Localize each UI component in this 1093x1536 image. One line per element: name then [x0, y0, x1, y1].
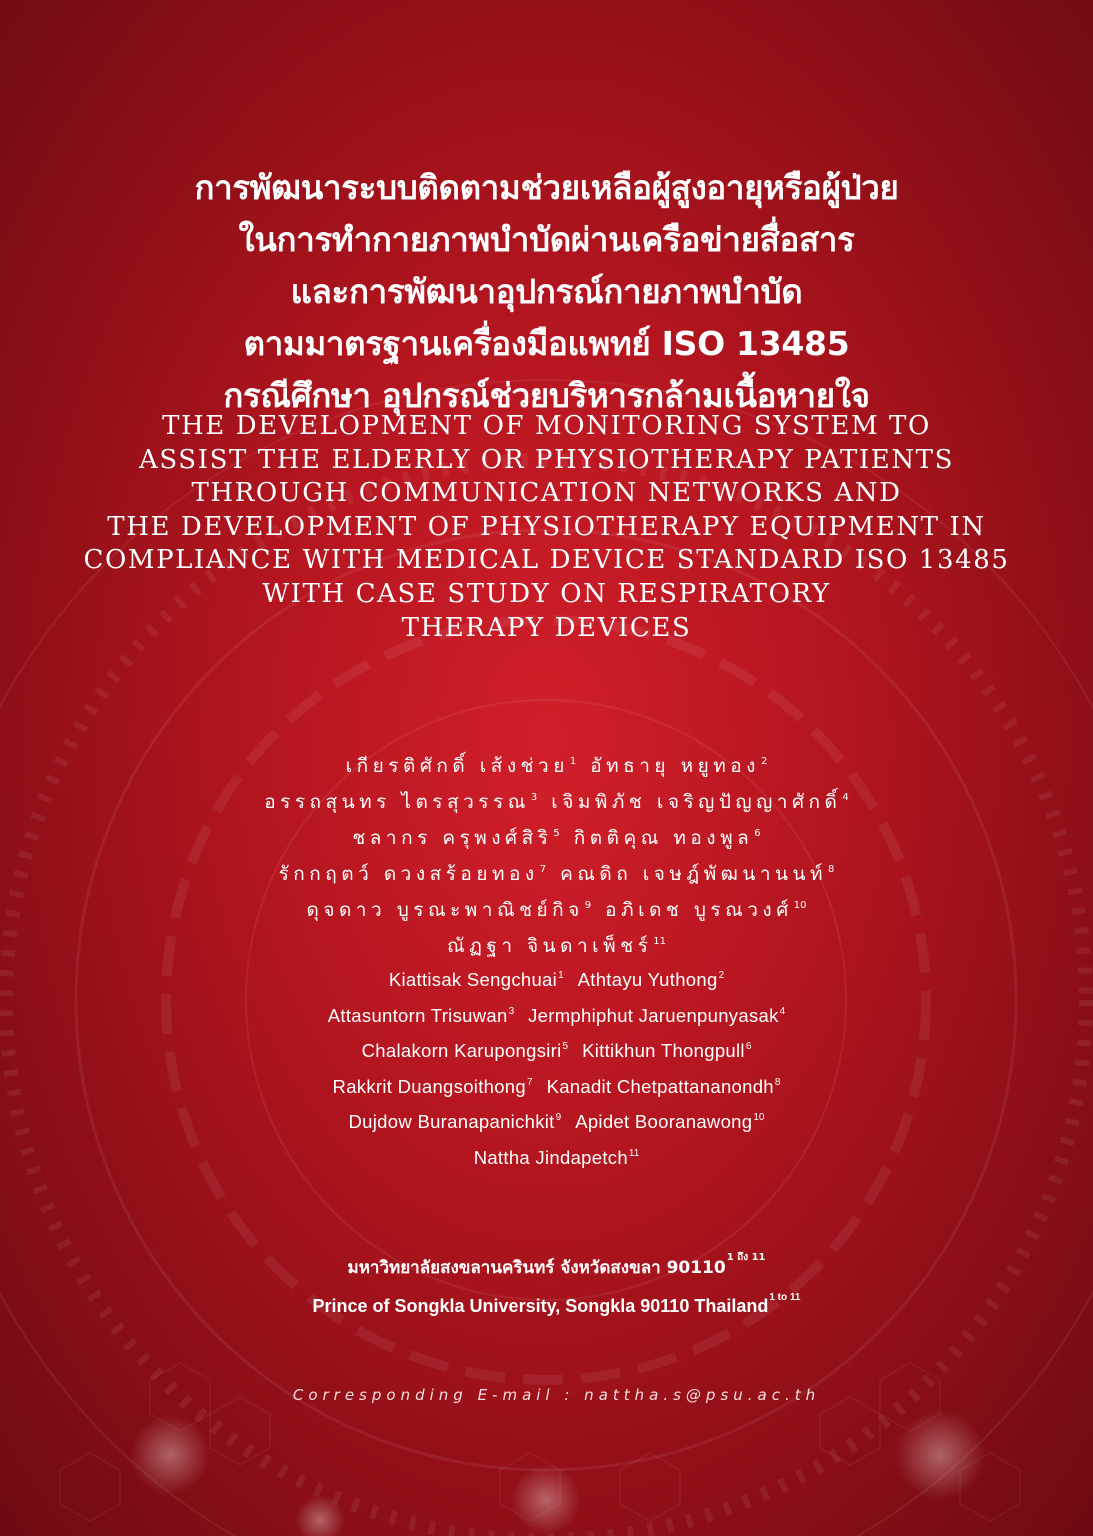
author-line — [120, 962, 993, 998]
affiliation-mark: 1 to 11 — [769, 1292, 801, 1303]
author-line — [120, 1033, 993, 1069]
affiliation-text: Prince of Songkla University, Songkla 90110 Thailand — [312, 1296, 769, 1316]
affiliation-mark: 1 ถึง 11 — [726, 1252, 766, 1263]
author-line — [120, 998, 993, 1034]
author-name: Apidet Booranawong — [575, 1111, 753, 1132]
thai-title-line: ในการทำกายภาพบำบัดผ่านเครือข่ายสื่อสาร — [238, 220, 855, 259]
author-name: ดุจดาว บูรณะพาณิชย์กิจ — [306, 899, 584, 921]
thai-title-line: และการพัฒนาอุปกรณ์กายภาพบำบัด — [290, 272, 803, 311]
author-affiliation-mark: 4 — [779, 1005, 786, 1017]
author-affiliation-mark: 8 — [774, 1076, 781, 1088]
author-name: กิตติคุณ ทองพูล — [573, 827, 754, 849]
author-name: Athtayu Yuthong — [577, 969, 718, 990]
affiliation-text: มหาวิทยาลัยสงขลานครินทร์ จังหวัดสงขลา 90110 — [347, 1258, 726, 1278]
author-line — [120, 856, 993, 892]
author-affiliation-mark: 1 — [569, 756, 577, 767]
english-title-line: ASSIST THE ELDERLY OR PHYSIOTHERAPY PATIENTS — [138, 444, 955, 475]
author-name: รักกฤตว์ ดวงสร้อยทอง — [278, 863, 539, 885]
english-title-line: THE DEVELOPMENT OF MONITORING SYSTEM TO — [162, 411, 931, 441]
author-line — [120, 784, 993, 820]
author-affiliation-mark: 10 — [753, 1112, 765, 1123]
author-affiliation-mark: 2 — [718, 970, 725, 981]
thai-title-line: ตามมาตรฐานเครื่องมือแพทย์ ISO 13485 — [243, 324, 850, 363]
author-name: ณัฏฐา จินดาเพ็ชร์ — [446, 935, 653, 957]
english-title-line: THE DEVELOPMENT OF PHYSIOTHERAPY EQUIPMENT IN — [107, 511, 986, 542]
author-affiliation-mark: 5 — [562, 1041, 569, 1052]
author-name: Kiattisak Sengchuai — [388, 969, 558, 990]
author-affiliation-mark: 6 — [745, 1041, 752, 1052]
author-name: คณดิถ เจษฎ์พัฒนานนท์ — [560, 863, 828, 885]
english-title-line: WITH CASE STUDY ON RESPIRATORY — [262, 578, 831, 609]
author-name: ชลากร ครุพงศ์สิริ — [352, 827, 553, 849]
author-name: อรรถสุนทร ไตรสุวรรณ — [264, 791, 530, 813]
author-name: เกียรติศักดิ์ เส้งช่วย — [345, 755, 569, 777]
author-affiliation-mark: 11 — [653, 936, 667, 947]
author-line — [120, 820, 993, 856]
author-affiliation-mark: 8 — [828, 864, 835, 875]
thai-title-line: การพัฒนาระบบติดตามช่วยเหลือผู้สูงอายุหรือผู้ป่วย — [194, 168, 899, 207]
author-line — [120, 1069, 993, 1105]
author-name: Dujdow Buranapanichkit — [348, 1111, 555, 1132]
author-line — [120, 892, 993, 928]
author-name: Attasuntorn Trisuwan — [327, 1004, 508, 1026]
author-affiliation-mark: 1 — [558, 970, 564, 981]
author-affiliation-mark: 10 — [793, 900, 807, 911]
author-affiliation-mark: 5 — [553, 828, 560, 839]
author-name: Jermphiphut Jaruenpunyasak — [528, 1004, 779, 1026]
author-name: เจิมพิภัช เจริญปัญญาศักดิ์ — [551, 791, 842, 813]
author-affiliation-mark: 3 — [530, 792, 538, 803]
english-author-list — [120, 962, 993, 1175]
author-affiliation-mark: 2 — [760, 756, 768, 767]
author-affiliation-mark: 4 — [842, 792, 849, 803]
english-title-line: THERAPY DEVICES — [401, 612, 692, 643]
author-name: Nattha Jindapetch — [473, 1146, 628, 1168]
author-affiliation-mark: 9 — [555, 1112, 562, 1123]
author-name: Kittikhun Thongpull — [582, 1040, 745, 1061]
english-title-line: THROUGH COMMUNICATION NETWORKS AND — [191, 478, 902, 509]
author-name: Rakkrit Duangsoithong — [332, 1075, 526, 1097]
author-line — [120, 928, 993, 964]
author-name: อัทธายุ หยูทอง — [590, 755, 760, 777]
author-line — [120, 1140, 993, 1176]
affiliation-thai — [100, 1254, 1013, 1281]
thai-author-list — [120, 748, 993, 964]
author-affiliation-mark: 7 — [539, 864, 547, 875]
affiliation-english — [100, 1292, 1013, 1317]
author-affiliation-mark: 9 — [584, 900, 592, 911]
thai-title-line: กรณีศึกษา อุปกรณ์ช่วยบริหารกล้ามเนื้อหายใจ — [223, 376, 870, 415]
author-name: Chalakorn Karupongsiri — [361, 1040, 562, 1061]
thai-title — [60, 162, 1033, 422]
author-name: อภิเดช บูรณวงศ์ — [605, 899, 793, 921]
author-affiliation-mark: 7 — [527, 1076, 533, 1088]
english-title-line: COMPLIANCE WITH MEDICAL DEVICE STANDARD ISO 13485 — [83, 545, 1010, 576]
author-affiliation-mark: 6 — [754, 828, 761, 839]
author-line — [120, 748, 993, 784]
author-line — [120, 1104, 993, 1140]
corresponding-email: Corresponding E-mail : nattha.s@psu.ac.th — [292, 1386, 821, 1404]
author-affiliation-mark: 3 — [508, 1005, 515, 1017]
english-title — [40, 410, 1053, 645]
author-name: Kanadit Chetpattananondh — [546, 1075, 774, 1097]
author-affiliation-mark: 11 — [628, 1147, 640, 1159]
